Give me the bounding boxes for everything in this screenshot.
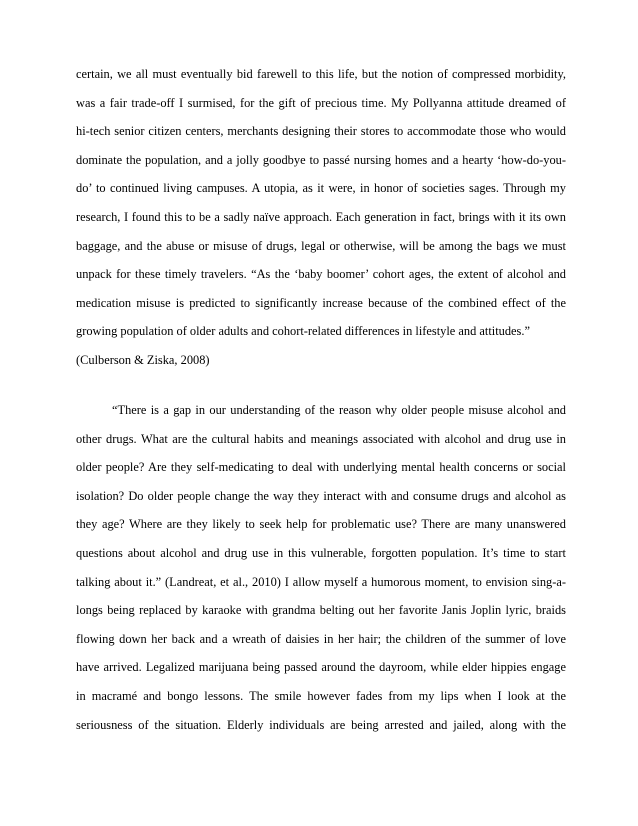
paragraph-1-line: do’ to continued living campuses. A utopia, as it were, in honor of societies sages. Through my [76,181,566,196]
paragraph-2-line: questions about alcohol and drug use in this vulnerable, forgotten population. It’s time to start [76,545,566,560]
paragraph-2-line: longs being replaced by karaoke with grandma belting out her favorite Janis Joplin lyric, braids [76,603,566,618]
paragraph-2 [76,396,566,739]
paragraph-1-line: baggage, and the abuse or misuse of drugs, legal or otherwise, will be among the bags we must [76,238,566,253]
paragraph-2-line: seriousness of the situation. Elderly individuals are being arrested and jailed, along with the [76,717,566,732]
paragraph-2-line: isolation? Do older people change the way they interact with and consume drugs and alcohol as [76,488,566,503]
paragraph-1-line: unpack for these timely travelers. “As the ‘baby boomer’ cohort ages, the extent of alcohol and [76,267,566,282]
paragraph-2-line: in macramé and bongo lessons. The smile however fades from my lips when I look at the [76,688,566,703]
paragraph-2-first-line: “There is a gap in our understanding of the reason why older people misuse alcohol and [112,403,566,417]
paragraph-1-line: dominate the population, and a jolly goodbye to passé nursing homes and a hearty ‘how-do-you- [76,152,566,167]
paragraph-1 [76,60,566,375]
paragraph-1-line: was a fair trade-off I surmised, for the gift of precious time. My Pollyanna attitude dreamed of [76,95,566,110]
paragraph-2-line: have arrived. Legalized marijuana being passed around the dayroom, while elder hippies engage [76,660,566,675]
paragraph-1-line: research, I found this to be a sadly naïve approach. Each generation in fact, brings with it its own [76,209,566,224]
paragraph-2-line: they age? Where are they likely to seek help for problematic use? There are many unanswered [76,517,566,532]
paragraph-1-line: medication misuse is predicted to significantly increase because of the combined effect of the [76,295,566,310]
citation-culberson-ziska: (Culberson & Ziska, 2008) [76,352,210,367]
paragraph-1-line: hi-tech senior citizen centers, merchants designing their stores to accommodate those who would [76,124,566,139]
paragraph-2-line: talking about it.” (Landreat, et al., 2010) I allow myself a humorous moment, to envision sing-a- [76,574,566,589]
paragraph-1-line: certain, we all must eventually bid farewell to this life, but the notion of compressed morbidity, [76,67,566,81]
paragraph-2-line: other drugs. What are the cultural habits and meanings associated with alcohol and drug use in [76,431,566,446]
paragraph-1-line: growing population of older adults and cohort-related differences in lifestyle and attitudes.” [76,324,530,339]
paragraph-2-line: flowing down her back and a wreath of daisies in her hair; the children of the summer of love [76,631,566,646]
paragraph-2-line: older people? Are they self-medicating to deal with underlying mental health concerns or social [76,460,566,475]
